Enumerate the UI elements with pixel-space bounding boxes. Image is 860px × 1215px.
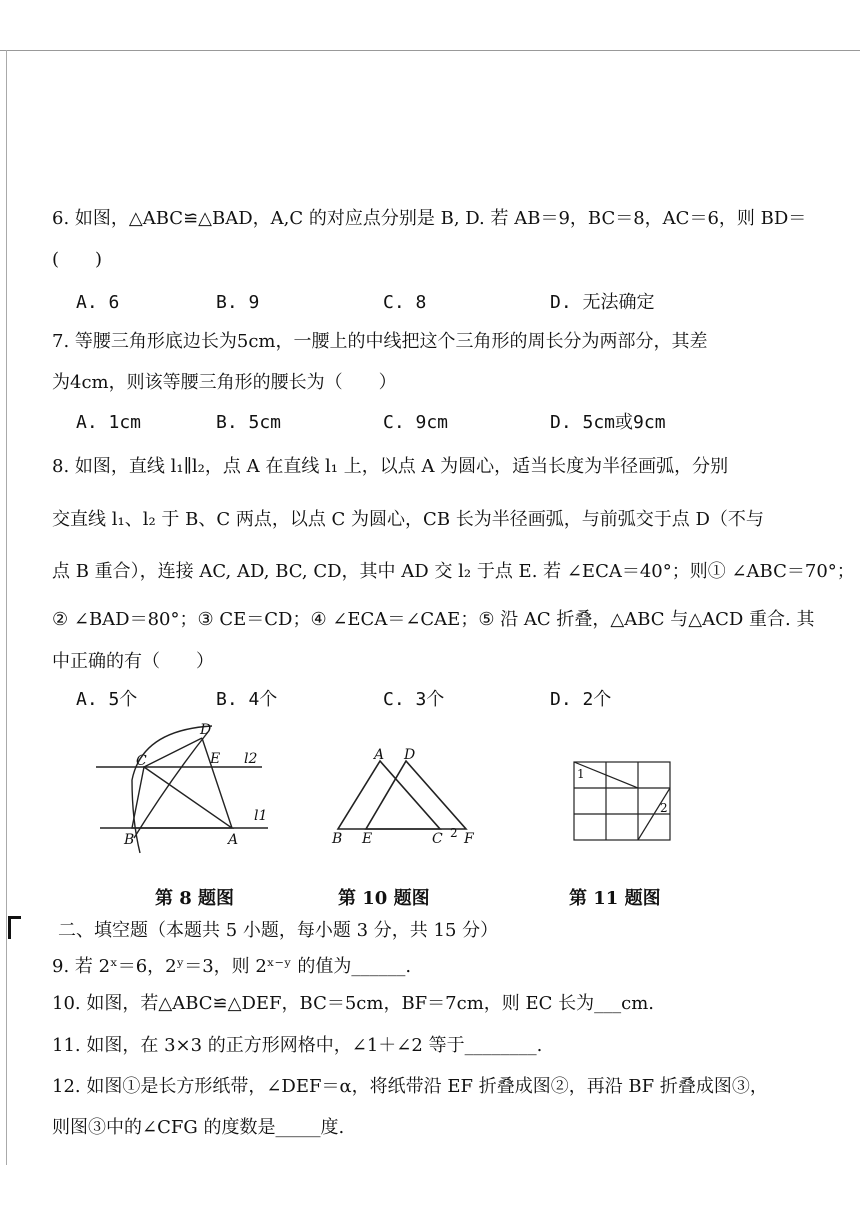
fig8-arc-a — [132, 726, 212, 853]
figure-11-grid — [572, 760, 682, 850]
q12-text-line1: 12. 如图①是长方形纸带，∠DEF＝α，将纸带沿 EF 折叠成图②，再沿 BF 折叠成图③， — [52, 1076, 768, 1097]
q8-option-d: D. 2个 — [550, 689, 612, 710]
q7-option-d: D. 5cm或9cm — [550, 412, 666, 433]
q11-text: 11. 如图，在 3×3 的正方形网格中，∠1＋∠2 等于________. — [52, 1035, 543, 1056]
q8-text-line2: 交直线 l₁、l₂ 于 B、C 两点，以点 C 为圆心，CB 长为半径画弧，与前弧交于点 D（不与 — [52, 509, 764, 530]
q7-option-a: A. 1cm — [76, 412, 142, 433]
figure-8-diagram — [92, 720, 292, 860]
fig8-label-c: C — [136, 753, 147, 769]
fig10-label-d: D — [404, 747, 416, 763]
fig8-label-d: D — [200, 722, 212, 738]
figure-8-caption: 第 8 题图 — [155, 888, 235, 909]
fig8-label-e: E — [210, 751, 221, 767]
figure-10-diagram — [328, 745, 488, 855]
q6-option-a: A. 6 — [76, 292, 120, 313]
q9-text: 9. 若 2ˣ＝6，2ʸ＝3，则 2ˣ⁻ʸ 的值为______. — [52, 956, 412, 977]
q6-text-line2: ( ) — [52, 249, 103, 270]
q8-text-line5: 中正确的有（ ） — [52, 651, 214, 672]
corner-bracket-mark — [8, 916, 21, 939]
figure-11-caption: 第 11 题图 — [569, 888, 661, 909]
q12-text-line2: 则图③中的∠CFG 的度数是_____度. — [52, 1117, 345, 1138]
section-2-heading: 二、填空题（本题共 5 小题，每小题 3 分，共 15 分） — [58, 920, 499, 941]
fig10-label-e: E — [362, 831, 373, 847]
q7-option-b: B. 5cm — [216, 412, 282, 433]
q6-option-c: C. 8 — [383, 292, 427, 313]
page-top-border — [0, 50, 860, 51]
fig11-label-angle-1: 1 — [577, 767, 585, 781]
q8-text-line4: ② ∠BAD＝80°；③ CE＝CD；④ ∠ECA＝∠CAE；⑤ 沿 AC 折叠，△ABC 与△ACD 重合. 其 — [52, 609, 815, 630]
fig8-triangle-abc — [132, 767, 232, 828]
fig11-label-angle-2: 2 — [660, 801, 668, 815]
q8-option-c: C. 3个 — [383, 689, 445, 710]
q6-text-line1: 6. 如图，△ABC≌△BAD，A,C 的对应点分别是 B, D. 若 AB＝9，BC＝8，AC＝6，则 BD＝ — [52, 208, 807, 229]
q8-text-line3: 点 B 重合），连接 AC, AD, BC, CD，其中 AD 交 l₂ 于点 E. 若 ∠ECA＝40°；则① ∠ABC＝70°； — [52, 561, 855, 582]
fig10-label-angle-2: 2 — [450, 826, 458, 840]
q7-text-line2: 为4cm，则该等腰三角形的腰长为（ ） — [52, 372, 397, 393]
fig10-label-c: C — [432, 831, 443, 847]
q8-text-line1: 8. 如图，直线 l₁∥l₂，点 A 在直线 l₁ 上，以点 A 为圆心，适当长度为半径画弧，分别 — [52, 456, 729, 477]
fig10-triangle-def — [366, 761, 466, 829]
q7-option-c: C. 9cm — [383, 412, 449, 433]
q8-option-b: B. 4个 — [216, 689, 278, 710]
fig10-label-f: F — [464, 831, 474, 847]
page-left-border — [6, 50, 7, 1165]
fig10-label-b: B — [332, 831, 343, 847]
fig8-label-l1: l1 — [254, 808, 268, 824]
fig8-label-l2: l2 — [244, 751, 258, 767]
fig8-segment-cd — [144, 738, 202, 767]
q8-option-a: A. 5个 — [76, 689, 138, 710]
q10-text: 10. 如图，若△ABC≌△DEF，BC＝5cm，BF＝7cm，则 EC 长为___cm. — [52, 993, 654, 1014]
fig10-triangle-abc — [338, 761, 440, 829]
q6-option-d: D. 无法确定 — [550, 292, 655, 313]
fig8-label-b: B — [124, 832, 135, 848]
fig8-label-a: A — [228, 832, 239, 848]
q6-option-b: B. 9 — [216, 292, 260, 313]
fig11-grid-border — [574, 762, 670, 840]
q7-text-line1: 7. 等腰三角形底边长为5cm，一腰上的中线把这个三角形的周长分为两部分，其差 — [52, 331, 708, 352]
fig10-label-a: A — [374, 747, 385, 763]
figure-10-caption: 第 10 题图 — [338, 888, 430, 909]
